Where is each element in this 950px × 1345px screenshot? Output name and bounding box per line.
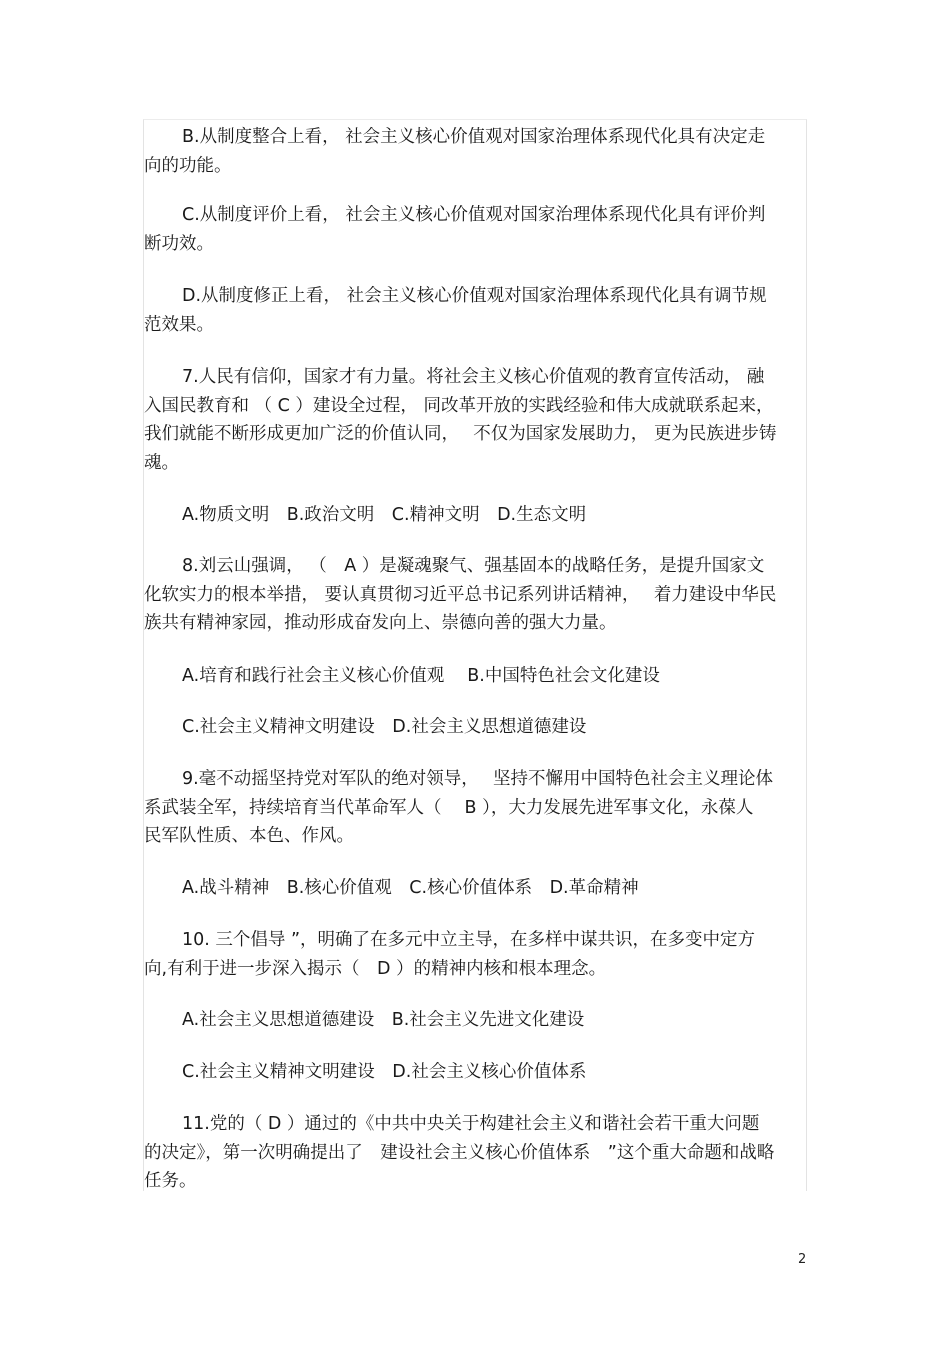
text-line: 断功效。 (144, 233, 214, 254)
question-7-options (144, 501, 808, 530)
text-line: 我们就能不断形成更加广泛的价值认同， 不仅为国家发展助力， 更为民族进步铸 (144, 424, 777, 444)
text-line: A.战斗精神 B.核心价值观 C.核心价值体系 D.革命精神 (182, 878, 639, 898)
question-8-options-cd (144, 713, 808, 742)
question-10-options-cd (144, 1058, 808, 1087)
text-line: 的决定》，第一次明确提出了 建设社会主义核心价值体系 ”这个重大命题和战略 (144, 1142, 775, 1163)
text-line: 7.人民有信仰，国家才有力量。将社会主义核心价值观的教育宣传活动， 融 (182, 367, 765, 387)
text-line: C.社会主义精神文明建设 D.社会主义思想道德建设 (182, 717, 587, 737)
text-line: A.社会主义思想道德建设 B.社会主义先进文化建设 (182, 1010, 585, 1030)
text-line: 范效果。 (144, 314, 214, 335)
question-11 (144, 1110, 808, 1196)
text-line: 族共有精神家园，推动形成奋发向上、崇德向善的强大力量。 (144, 613, 617, 633)
text-line: A.培育和践行社会主义核心价值观 B.中国特色社会文化建设 (182, 666, 660, 686)
text-line: 向的功能。 (144, 155, 232, 176)
text-line: B.从制度整合上看， 社会主义核心价值观对国家治理体系现代化具有决定走 (182, 127, 766, 147)
text-line: A.物质文明 B.政治文明 C.精神文明 D.生态文明 (182, 505, 587, 525)
text-line: 9.毫不动摇坚持党对军队的绝对领导， 坚持不懈用中国特色社会主义理论体 (182, 769, 774, 789)
option-b-paragraph (144, 123, 808, 180)
text-line: 向,有利于进一步深入揭示（ D ）的精神内核和根本理念。 (144, 958, 607, 979)
text-line: 8.刘云山强调， （ A ）是凝魂聚气、强基固本的战略任务，是提升国家文 (182, 556, 765, 576)
option-c-paragraph (144, 201, 808, 258)
text-line: 入国民教育和 （ C ）建设全过程， 同改革开放的实践经验和伟大成就联系起来， (144, 395, 774, 416)
question-8 (144, 552, 808, 638)
option-d-paragraph (144, 282, 808, 339)
text-line: D.从制度修正上看， 社会主义核心价值观对国家治理体系现代化具有调节规 (182, 286, 767, 306)
question-9 (144, 765, 808, 851)
question-8-options-ab (144, 662, 808, 691)
text-line: 民军队性质、本色、作风。 (144, 826, 354, 846)
question-7 (144, 363, 808, 477)
text-line: 化软实力的根本举措， 要认真贯彻习近平总书记系列讲话精神， 着力建设中华民 (144, 584, 777, 605)
text-line: 10. 三个倡导 ”，明确了在多元中立主导，在多样中谋共识，在多变中定方 (182, 930, 756, 950)
text-line: 11.党的（ D ）通过的《中共中央关于构建社会主义和谐社会若干重大问题 (182, 1114, 760, 1134)
page-content-frame (143, 119, 807, 1191)
question-10-options-ab (144, 1006, 808, 1035)
text-line: 魂。 (144, 452, 179, 473)
page-number: 2 (798, 1252, 807, 1267)
text-line: 任务。 (144, 1171, 197, 1191)
text-line: C.社会主义精神文明建设 D.社会主义核心价值体系 (182, 1062, 587, 1082)
text-line: 系武装全军，持续培育当代革命军人（ B ），大力发展先进军事文化，永葆人 (144, 797, 754, 818)
text-line: C.从制度评价上看， 社会主义核心价值观对国家治理体系现代化具有评价判 (182, 205, 766, 225)
question-9-options (144, 874, 808, 903)
question-10 (144, 926, 808, 983)
